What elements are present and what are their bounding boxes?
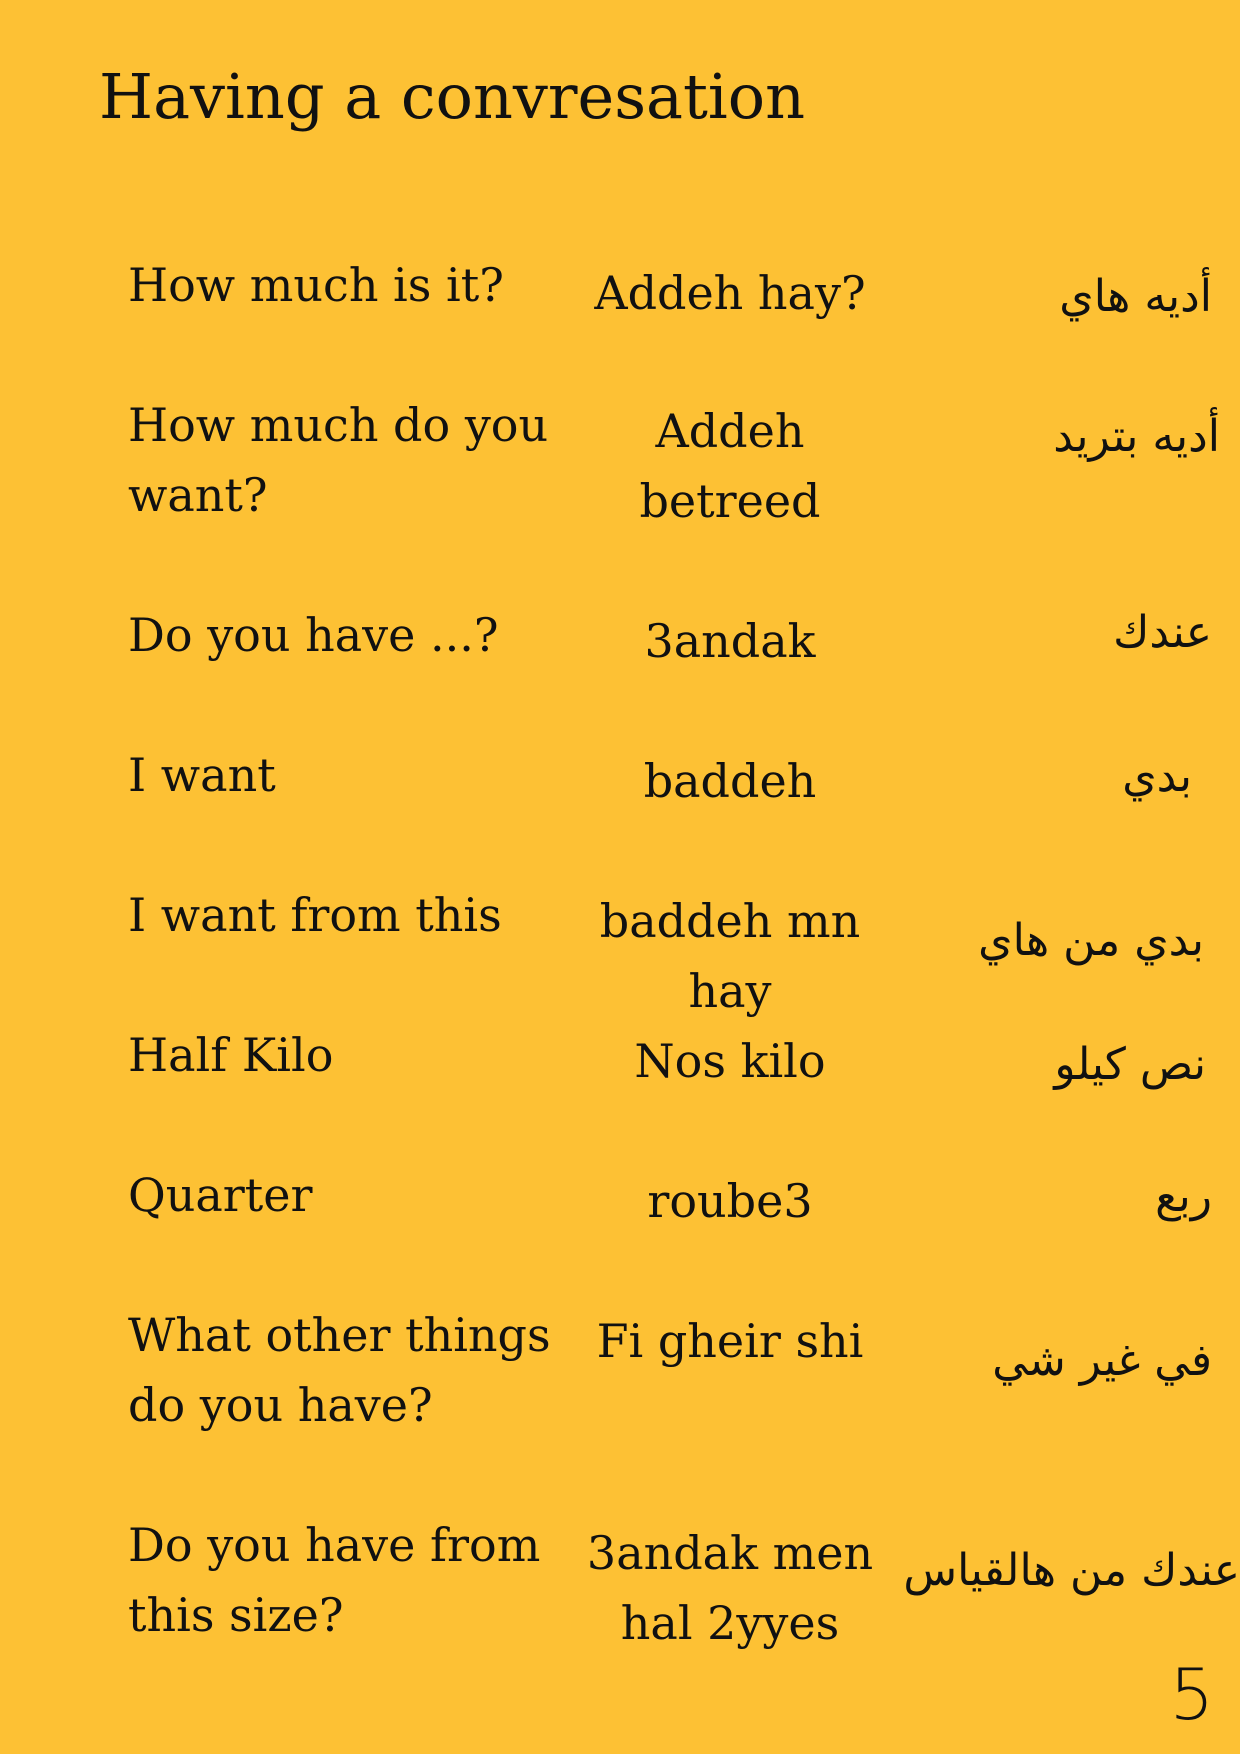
phrase-english: What other things do you have? xyxy=(128,1308,551,1432)
phrase-english: I want xyxy=(128,748,276,802)
phrase-transliteration: roube3 xyxy=(647,1174,813,1228)
page-number: 5 xyxy=(1169,1654,1214,1736)
phrase-arabic: نص كيلو xyxy=(1054,1039,1206,1090)
page-title: Having a convresation xyxy=(99,60,806,133)
phrase-english: How much is it? xyxy=(128,258,504,312)
phrase-transliteration: 3andak men hal 2yyes xyxy=(586,1526,874,1650)
phrase-arabic: ربع xyxy=(1155,1171,1212,1222)
phrase-english: I want from this xyxy=(128,888,502,942)
phrase-transliteration: Addeh betreed xyxy=(639,404,821,528)
phrase-arabic: بدي xyxy=(1122,751,1192,802)
phrase-english: How much do you want? xyxy=(128,398,549,522)
phrase-transliteration: Fi gheir shi xyxy=(596,1314,864,1368)
phrase-transliteration: baddeh xyxy=(643,754,817,808)
phrase-arabic: بدي من هاي xyxy=(978,915,1204,966)
phrase-english: Quarter xyxy=(128,1168,313,1222)
phrase-arabic: أديه بتريد xyxy=(1053,411,1220,462)
phrase-arabic: عندك xyxy=(1113,607,1212,658)
phrase-english: Do you have ...? xyxy=(128,608,499,662)
phrase-transliteration: Addeh hay? xyxy=(594,266,866,320)
phrase-arabic: عندك من هالقياس xyxy=(903,1545,1240,1596)
phrase-transliteration: baddeh mn hay xyxy=(599,894,861,1018)
phrase-arabic: أديه هاي xyxy=(1059,271,1212,322)
phrase-english: Half Kilo xyxy=(128,1028,334,1082)
phrase-english: Do you have from this size? xyxy=(128,1518,541,1642)
phrase-transliteration: Nos kilo xyxy=(634,1034,826,1088)
phrase-arabic: في غير شي xyxy=(992,1335,1212,1386)
phrase-transliteration: 3andak xyxy=(644,614,816,668)
